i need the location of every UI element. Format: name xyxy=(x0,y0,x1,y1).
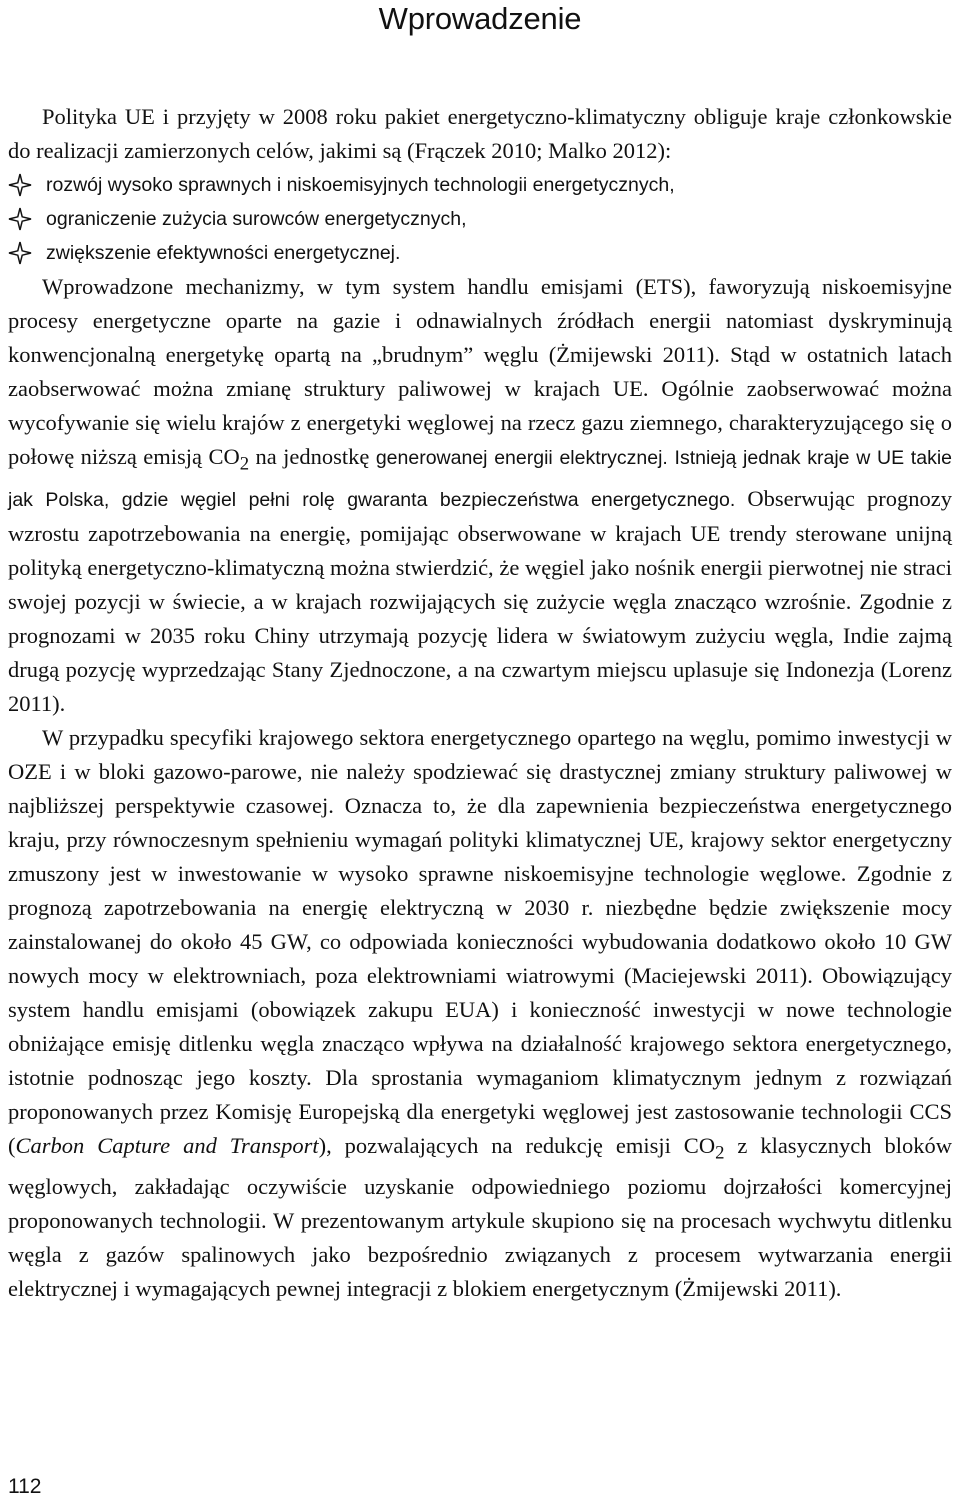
paragraph-text: Obserwując prognozy wzrostu zapotrzebowania na energię, pomijając obserwowane w krajach UE trendy sterowane unijną polityką energetyczno-klimatyczną można stwierdzić, że węgiel jako nośnik energii pierwotnej nie straci swojej pozycji w świecie, a w krajach rozwijających się zużycie węgla znacząco wzrośnie. Zgodnie z prognozami w 2035 roku Chiny utrzymają pozycję lidera w światowym zużyciu węgla, Indie zajmą drugą pozycję wyprzedzając Stany Zjednoczone, a na czwartym miejscu uplasuje się Indonezja (Lorenz 2011). xyxy=(8,485,953,716)
paragraph-national-sector xyxy=(8,721,952,1307)
list-item xyxy=(8,236,952,270)
list-item xyxy=(8,168,952,202)
paragraph-text: na jednostkę xyxy=(249,444,376,469)
paragraph-mechanisms xyxy=(8,270,952,721)
paragraph-text: ), pozwalających na redukcję emisji CO xyxy=(318,1132,716,1158)
list-item-text: zwiększenie efektywności energetycznej. xyxy=(46,242,401,264)
page-title: Wprowadzenie xyxy=(378,1,582,36)
subscript: 2 xyxy=(239,453,250,475)
four-point-star-icon xyxy=(8,173,32,197)
paragraph-intro: Polityka UE i przyjęty w 2008 roku pakiet energetyczno-klimatyczny obliguje kraje członkowskie do realizacji zamierzonych celów, jakimi są (Frączek 2010; Malko 2012): xyxy=(8,104,952,163)
paragraph-text: z klasycznych bloków węglowych, zakładając oczywiście uzyskanie odpowiedniego poziomu dojrzałości komercyjnej proponowanych technologii. W prezentowanym artykule skupiono się na procesach wychwytu ditlenku węgla z gazów spalinowych jako bezpośrednio związanych z procesem wytwarzania energii elektrycznej i wymagających pewnej integracji z blokiem energetycznym (Żmijewski 2011). xyxy=(8,1132,952,1301)
four-point-star-icon xyxy=(8,207,32,231)
italic-term: Carbon Capture and Transport xyxy=(15,1132,319,1158)
paragraph-text: W przypadku specyfiki krajowego sektora energetycznego opartego na węglu, pomimo inwestycji w OZE i w bloki gazowo-parowe, nie należy spodziewać się drastycznej zmiany struktury paliwowej w najbliższej perspektywie czasowej. Oznacza to, że dla zapewnienia bezpieczeństwa energetycznego kraju, przy równoczesnym spełnieniu wymagań polityki klimatycznej UE, krajowy sektor energetyczny zmuszony jest w inwestowanie w wysoko sprawne niskoemisyjne technologie węglowe. Zgodnie z prognozą zapotrzebowania na energię elektryczną w 2030 r. niezbędne będzie zwiększenie mocy zainstalowanej do około 45 GW, co odpowiada konieczności wybudowania dodatkowo około 10 GW nowych mocy w elektrowniach, poza elektrowniami wiatrowymi (Maciejewski 2011). Obowiązujący system handlu emisjami (obowiązek zakupu EUA) i konieczność inwestycji w nowe technologie obniżające emisję ditlenku węgla znacząco wpływa na działalność krajowego sektora energetycznego, istotnie podnosząc jego koszty. Dla sprostania wymaganiom klimatycznym jednym z rozwiązań proponowanych przez Komisję Europejską dla energetyki węglowej jest zastosowanie technologii CCS ( xyxy=(8,724,952,1158)
body-text xyxy=(8,100,952,1306)
four-point-star-icon xyxy=(8,241,32,265)
paragraph-text: Wprowadzone mechanizmy, w tym system handlu emisjami (ETS), faworyzują niskoemisyjne procesy energetyczne oparte na gazie i odnawialnych źródłach energii natomiast dyskryminują konwencjonalną energetykę opartą na „brudnym” węglu (Żmijewski 2011). Stąd w ostatnich latach zaobserwować można zmianę struktury paliwowej w krajach UE. Ogólnie zaobserwować można wycofywanie się wielu krajów z energetyki węglowej na rzecz gazu ziemnego, charakteryzującego się o połowę niższą emisją CO xyxy=(8,274,952,469)
goals-list xyxy=(8,168,952,270)
subscript: 2 xyxy=(715,1142,725,1163)
list-item-text: ograniczenie zużycia surowców energetycznych, xyxy=(46,208,467,230)
page-number: 112 xyxy=(8,1475,42,1498)
list-item-text: rozwój wysoko sprawnych i niskoemisyjnych technologii energetycznych, xyxy=(46,174,675,196)
paragraph-text-sans: generowanej energii elektrycznej. Istnieją jednak kraje w UE takie jak Polska, gdzie węgiel pełni rolę gwaranta bezpieczeństwa energetycznego. xyxy=(8,447,952,511)
list-item xyxy=(8,202,952,236)
page xyxy=(8,0,952,1306)
